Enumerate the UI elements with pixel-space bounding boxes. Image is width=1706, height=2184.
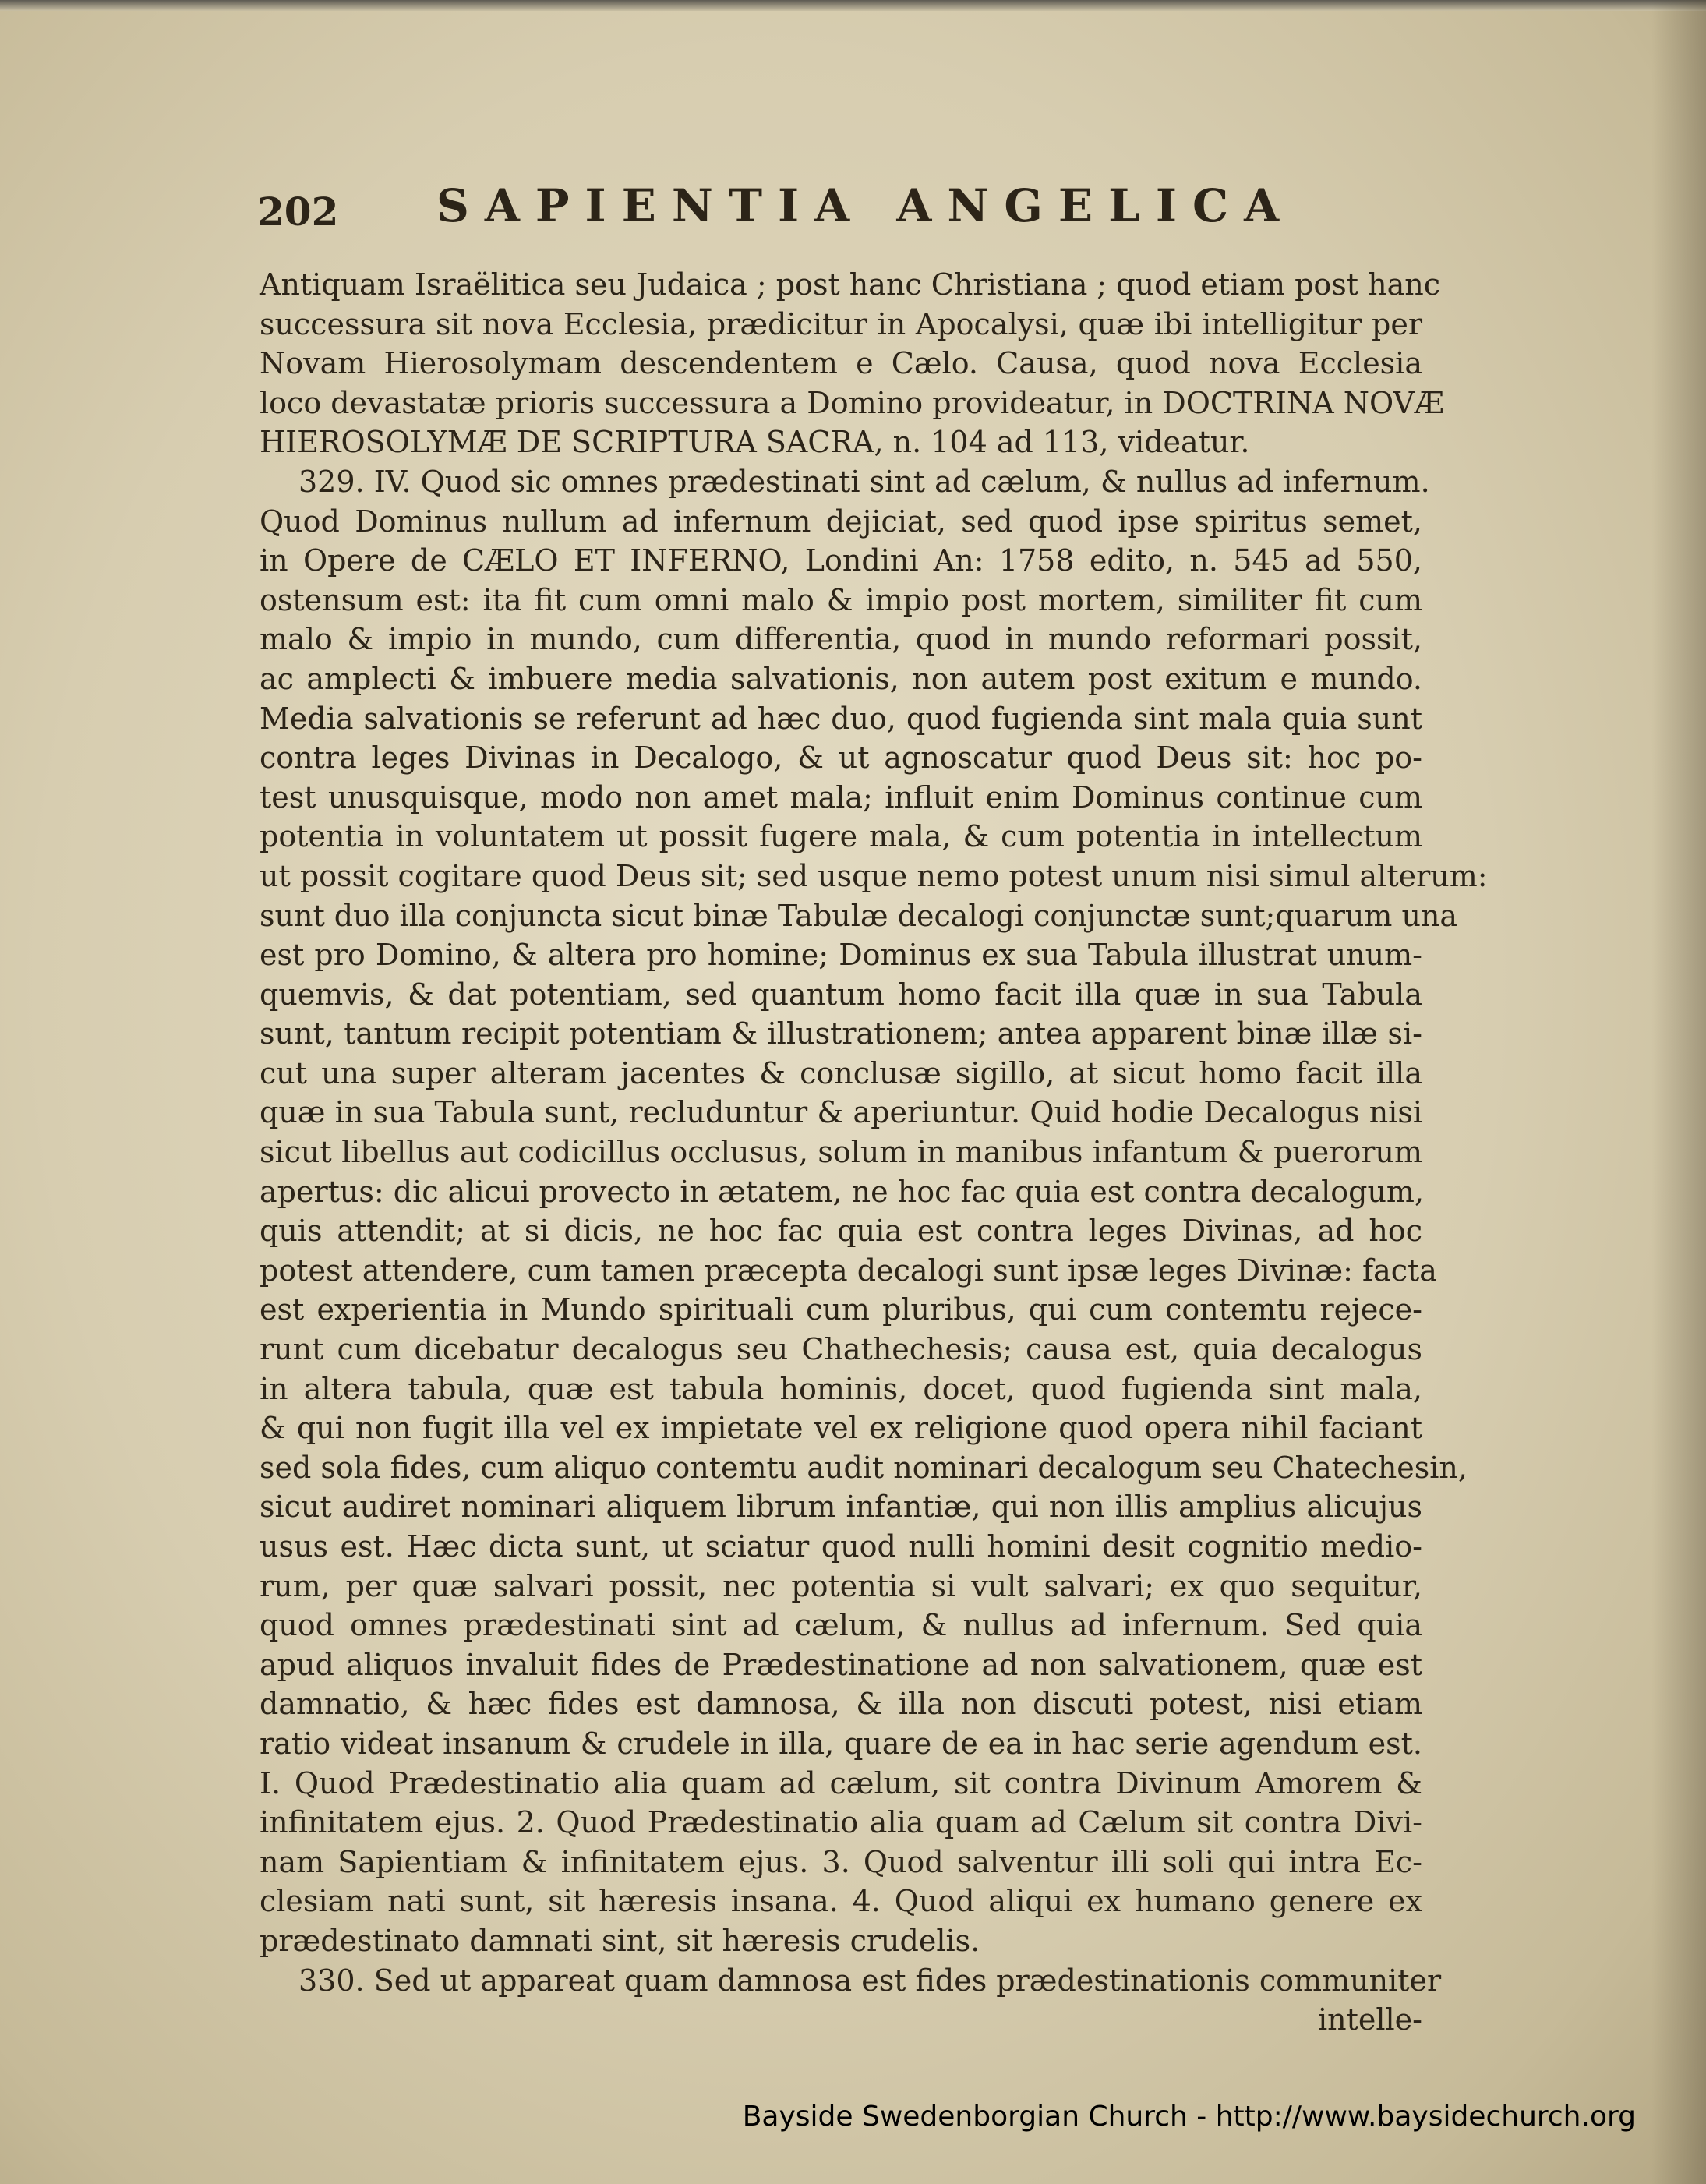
text-line: Antiquam Israëlitica seu Judaica ; post hanc Christiana ; quod etiam post hanc — [260, 267, 1441, 302]
text-line: cut una super alteram jacentes & conclusæ sigillo, at sicut homo facit illa — [260, 1055, 1422, 1090]
text-line: ut possit cogitare quod Deus sit; sed usque nemo potest unum nisi simul alterum: — [260, 858, 1488, 893]
text-line: in altera tabula, quæ est tabula hominis, docet, quod fugienda sint mala, — [260, 1371, 1422, 1406]
text-line: in Opere de CÆLO ET INFERNO, Londini An: 1758 edito, n. 545 ad 550, — [260, 543, 1422, 578]
text-line: quis attendit; at si dicis, ne hoc fac quia est contra leges Divinas, ad hoc — [260, 1214, 1422, 1249]
text-line: nam Sapientiam & infinitatem ejus. 3. Quod salventur illi soli qui intra Ec- — [260, 1844, 1422, 1879]
text-line: quæ in sua Tabula sunt, recluduntur & aperiuntur. Quid hodie Decalogus nisi — [260, 1095, 1422, 1130]
text-line: apud aliquos invaluit fides de Prædestinatione ad non salvationem, quæ est — [260, 1647, 1422, 1682]
text-line: runt cum dicebatur decalogus seu Chathechesis; causa est, quia decalogus — [260, 1332, 1422, 1367]
text-line: sicut libellus aut codicillus occlusus, solum in manibus infantum & puerorum — [260, 1135, 1422, 1170]
text-line: potentia in voluntatem ut possit fugere mala, & cum potentia in intellectum — [260, 819, 1422, 854]
text-line: sicut audiret nominari aliquem librum infantiæ, qui non illis amplius alicujus — [260, 1490, 1422, 1525]
text-line: est experientia in Mundo spirituali cum pluribus, qui cum contemtu rejece- — [260, 1292, 1422, 1327]
catchword: intelle- — [1317, 2002, 1422, 2037]
text-line: ratio videat insanum & crudele in illa, quare de ea in hac serie agendum est. — [260, 1726, 1422, 1761]
watermark-credit: Bayside Swedenborgian Church - http://www.baysidechurch.org — [742, 2101, 1636, 2133]
text-line: HIEROSOLYMÆ DE SCRIPTURA SACRA, n. 104 ad 113, videatur. — [260, 425, 1250, 460]
page-number: 202 — [257, 189, 339, 235]
page-header — [257, 179, 1426, 242]
text-line: contra leges Divinas in Decalogo, & ut agnoscatur quod Deus sit: hoc po- — [260, 740, 1422, 776]
text-line: apertus: dic alicui provecto in ætatem, ne hoc fac quia est contra decalogum, — [260, 1174, 1425, 1209]
text-line: damnatio, & hæc fides est damnosa, & illa non discuti potest, nisi etiam — [260, 1687, 1422, 1722]
text-line: est pro Domino, & altera pro homine; Dominus ex sua Tabula illustrat unum- — [260, 938, 1422, 973]
text-line: potest attendere, cum tamen præcepta decalogi sunt ipsæ leges Divinæ: facta — [260, 1253, 1437, 1288]
text-line: usus est. Hæc dicta sunt, ut sciatur quod nulli homini desit cognitio medio- — [260, 1529, 1422, 1564]
text-line: loco devastatæ prioris successura a Domino provideatur, in DOCTRINA NOVÆ — [260, 385, 1444, 420]
text-line: quemvis, & dat potentiam, sed quantum homo facit illa quæ in sua Tabula — [260, 977, 1422, 1012]
section-329-heading: 329. IV. Quod sic omnes prædestinati sint ad cælum, & nullus ad infernum. — [298, 464, 1430, 499]
text-line: prædestinato damnati sint, sit hæresis crudelis. — [260, 1923, 980, 1958]
body-text — [260, 265, 1488, 2040]
text-line: sunt, tantum recipit potentiam & illustrationem; antea apparent binæ illæ si- — [260, 1016, 1422, 1051]
section-330-start: 330. Sed ut appareat quam damnosa est fides prædestinationis communiter — [298, 1963, 1442, 1998]
text-line: quod omnes prædestinati sint ad cælum, & nullus ad infernum. Sed quia — [260, 1608, 1422, 1643]
text-line: Media salvationis se referunt ad hæc duo, quod fugienda sint mala quia sunt — [260, 701, 1422, 736]
text-line: malo & impio in mundo, cum differentia, quod in mundo reformari possit, — [260, 622, 1422, 657]
text-line: sed sola fides, cum aliquo contemtu audit nominari decalogum seu Chatechesin, — [260, 1450, 1468, 1485]
text-line: Quod Dominus nullum ad infernum dejiciat, sed quod ipse spiritus semet, — [260, 504, 1422, 539]
text-line: rum, per quæ salvari possit, nec potentia si vult salvari; ex quo sequitur, — [260, 1568, 1422, 1603]
text-line: Novam Hierosolymam descendentem e Cælo. Causa, quod nova Ecclesia — [260, 346, 1422, 381]
text-line: ostensum est: ita fit cum omni malo & impio post mortem, similiter fit cum — [260, 582, 1422, 617]
text-line: infinitatem ejus. 2. Quod Prædestinatio alia quam ad Cælum sit contra Divi- — [260, 1805, 1422, 1840]
page-right-shadow — [1651, 0, 1706, 2184]
text-line: successura sit nova Ecclesia, prædicitur in Apocalysi, quæ ibi intelligitur per — [260, 306, 1422, 341]
text-line: clesiam nati sunt, sit hæresis insana. 4. Quod aliqui ex humano genere ex — [260, 1884, 1422, 1919]
page-top-edge — [0, 0, 1706, 11]
text-line: & qui non fugit illa vel ex impietate vel ex religione quod opera nihil faciant — [260, 1411, 1422, 1446]
running-title: SAPIENTIA ANGELICA — [436, 179, 1295, 232]
text-line: test unusquisque, modo non amet mala; influit enim Dominus continue cum — [260, 779, 1422, 815]
text-line: ac amplecti & imbuere media salvationis, non autem post exitum e mundo. — [260, 661, 1422, 696]
text-line: I. Quod Prædestinatio alia quam ad cælum, sit contra Divinum Amorem & — [260, 1765, 1422, 1801]
text-line: sunt duo illa conjuncta sicut binæ Tabulæ decalogi conjunctæ sunt;quarum una — [260, 898, 1458, 933]
